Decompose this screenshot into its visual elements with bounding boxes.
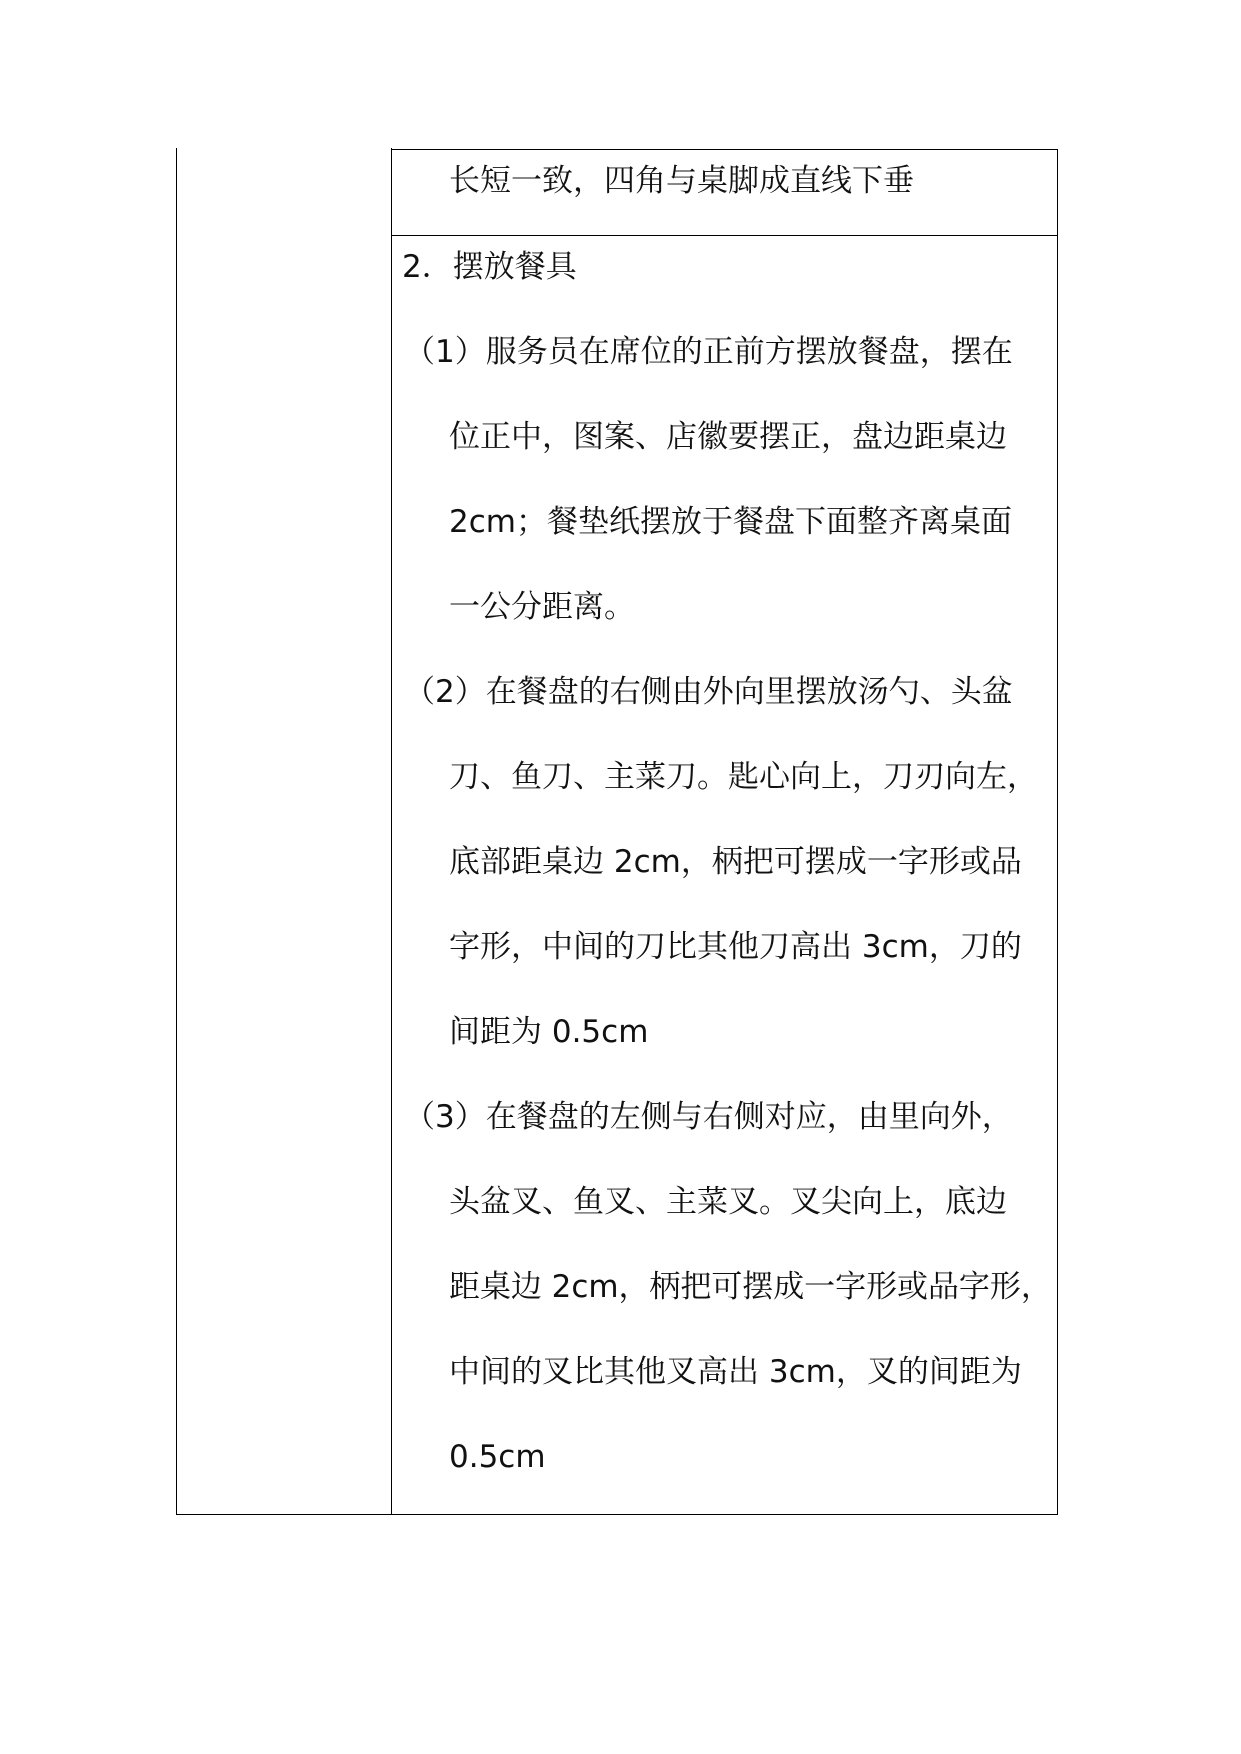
item2-line5: 间距为 0.5cm	[449, 1014, 649, 1050]
section-heading: 2．摆放餐具	[402, 249, 577, 285]
item2-line3: 底部距桌边 2cm，柄把可摆成一字形或品	[449, 844, 1022, 880]
item2-line1: （2）在餐盘的右侧由外向里摆放汤勺、头盆	[404, 674, 1013, 710]
item2-line2: 刀、鱼刀、主菜刀。匙心向上，刀刃向左，	[449, 759, 1038, 795]
table-bottom-border	[176, 1514, 1058, 1515]
table-column-divider	[391, 148, 392, 1514]
item3-line1: （3）在餐盘的左侧与右侧对应，由里向外，	[404, 1099, 1013, 1135]
table-row-divider	[391, 235, 1058, 236]
item1-line3: 2cm；餐垫纸摆放于餐盘下面整齐离桌面	[449, 504, 1012, 540]
row1-text-line: 长短一致，四角与桌脚成直线下垂	[449, 163, 914, 199]
table-right-border	[1057, 149, 1058, 1514]
item3-line3: 距桌边 2cm，柄把可摆成一字形或品字形，	[449, 1269, 1052, 1305]
item1-line4: 一公分距离。	[449, 589, 635, 625]
item1-line1: （1）服务员在席位的正前方摆放餐盘，摆在	[404, 334, 1013, 370]
item3-line2: 头盆叉、鱼叉、主菜叉。叉尖向上，底边	[449, 1184, 1007, 1220]
table-top-border-right-cell	[391, 149, 1058, 150]
item1-line2: 位正中，图案、店徽要摆正，盘边距桌边	[449, 419, 1007, 455]
item3-line4: 中间的叉比其他叉高出 3cm，叉的间距为	[449, 1354, 1022, 1390]
item2-line4: 字形，中间的刀比其他刀高出 3cm，刀的	[449, 929, 1022, 965]
item3-line5: 0.5cm	[449, 1439, 546, 1475]
table-left-border	[176, 148, 177, 1514]
